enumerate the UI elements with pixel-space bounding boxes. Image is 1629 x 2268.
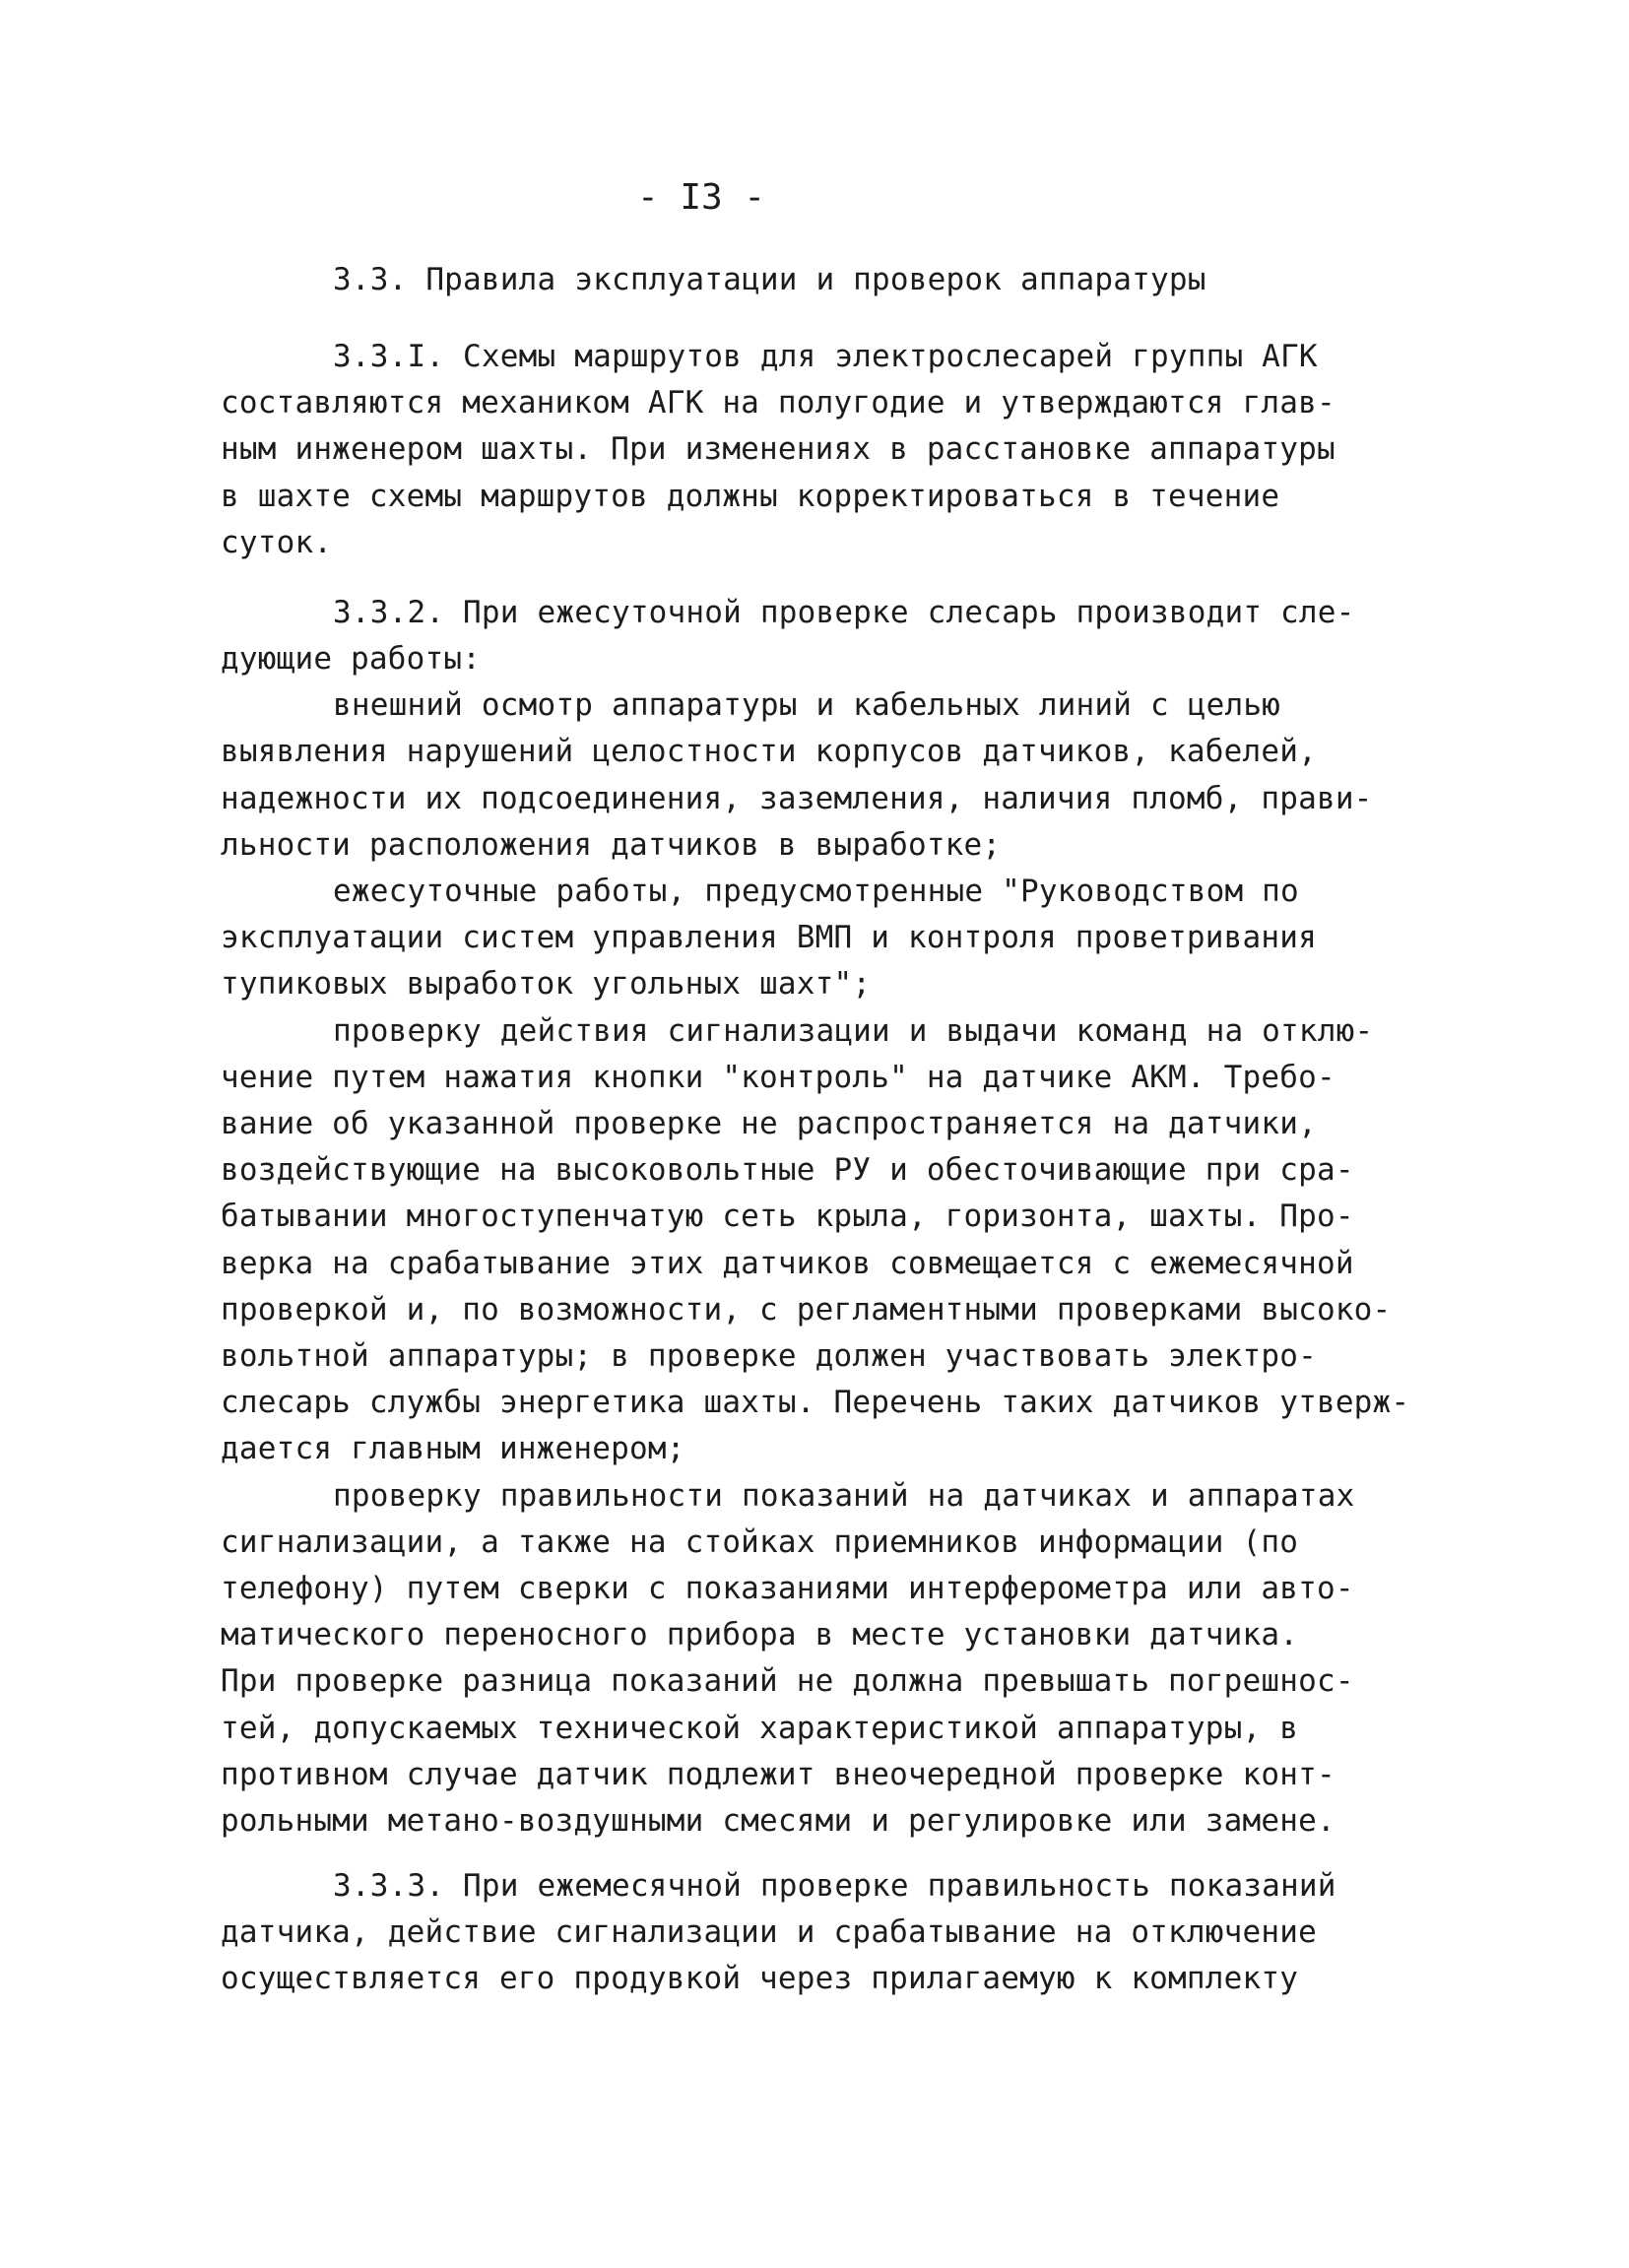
paragraph-line: составляются механиком АГК на полугодие и утверждаются глав- bbox=[221, 385, 1336, 421]
paragraph-line: в шахте схемы маршрутов должны корректироваться в течение bbox=[221, 479, 1280, 514]
paragraph-line: суток. bbox=[221, 525, 333, 560]
paragraph-line: датчика, действие сигнализации и срабатывание на отключение bbox=[221, 1914, 1317, 1950]
paragraph-line: эксплуатации систем управления ВМП и контроля проветривания bbox=[221, 920, 1317, 955]
paragraph-line: выявления нарушений целостности корпусов датчиков, кабелей, bbox=[221, 734, 1317, 769]
paragraph-line: льности расположения датчиков в выработке; bbox=[221, 827, 1002, 863]
page-number: - I3 - bbox=[637, 177, 766, 218]
paragraph-line: ежесуточные работы, предусмотренные "Руководством по bbox=[333, 874, 1299, 909]
paragraph-line: 3.3.I. Схемы маршрутов для электрослесарей группы АГК bbox=[333, 339, 1318, 374]
paragraph-line: дующие работы: bbox=[221, 641, 482, 677]
paragraph-line: матического переносного прибора в месте установки датчика. bbox=[221, 1617, 1299, 1652]
paragraph-line: 3.3.3. При ежемесячной проверке правильность показаний bbox=[333, 1868, 1336, 1904]
paragraph-line: При проверке разница показаний не должна превышать погрешнос- bbox=[221, 1663, 1354, 1699]
paragraph-line: верка на срабатывание этих датчиков совмещается с ежемесячной bbox=[221, 1246, 1354, 1281]
paragraph-line: ным инженером шахты. При изменениях в расстановке аппаратуры bbox=[221, 431, 1336, 467]
section-title: 3.3. Правила эксплуатации и проверок аппаратуры bbox=[333, 262, 1206, 297]
paragraph-line: проверку действия сигнализации и выдачи команд на отклю- bbox=[333, 1013, 1374, 1049]
paragraph-line: противном случае датчик подлежит внеочередной проверке конт- bbox=[221, 1757, 1336, 1792]
paragraph-line: сигнализации, а также на стойках приемников информации (по bbox=[221, 1524, 1299, 1560]
paragraph-line: батывании многоступенчатую сеть крыла, горизонта, шахты. Про- bbox=[221, 1199, 1354, 1234]
paragraph-line: внешний осмотр аппаратуры и кабельных линий с целью bbox=[333, 687, 1281, 723]
paragraph-line: надежности их подсоединения, заземления, наличия пломб, прави- bbox=[221, 781, 1373, 816]
paragraph-line: осуществляется его продувкой через прилагаемую к комплекту bbox=[221, 1961, 1299, 1996]
paragraph-line: проверкой и, по возможности, с регламентными проверками высоко- bbox=[221, 1292, 1392, 1328]
paragraph-line: слесарь службы энергетика шахты. Перечень таких датчиков утверж- bbox=[221, 1385, 1410, 1420]
paragraph-line: дается главным инженером; bbox=[221, 1431, 685, 1466]
paragraph-line: рольными метано-воздушными смесями и регулировке или замене. bbox=[221, 1803, 1336, 1839]
paragraph-line: вольтной аппаратуры; в проверке должен участвовать электро- bbox=[221, 1338, 1317, 1374]
paragraph-line: тупиковых выработок угольных шахт"; bbox=[221, 966, 872, 1002]
paragraph-line: 3.3.2. При ежесуточной проверке слесарь производит сле- bbox=[333, 595, 1355, 630]
paragraph-line: телефону) путем сверки с показаниями интерферометра или авто- bbox=[221, 1571, 1354, 1606]
paragraph-line: проверку правильности показаний на датчиках и аппаратах bbox=[333, 1478, 1355, 1514]
paragraph-line: чение путем нажатия кнопки "контроль" на датчике АКМ. Требо- bbox=[221, 1060, 1336, 1095]
paragraph-line: воздействующие на высоковольтные РУ и обесточивающие при сра- bbox=[221, 1152, 1354, 1188]
paragraph-line: тей, допускаемых технической характеристикой аппаратуры, в bbox=[221, 1711, 1299, 1746]
paragraph-line: вание об указанной проверке не распространяется на датчики, bbox=[221, 1106, 1317, 1141]
